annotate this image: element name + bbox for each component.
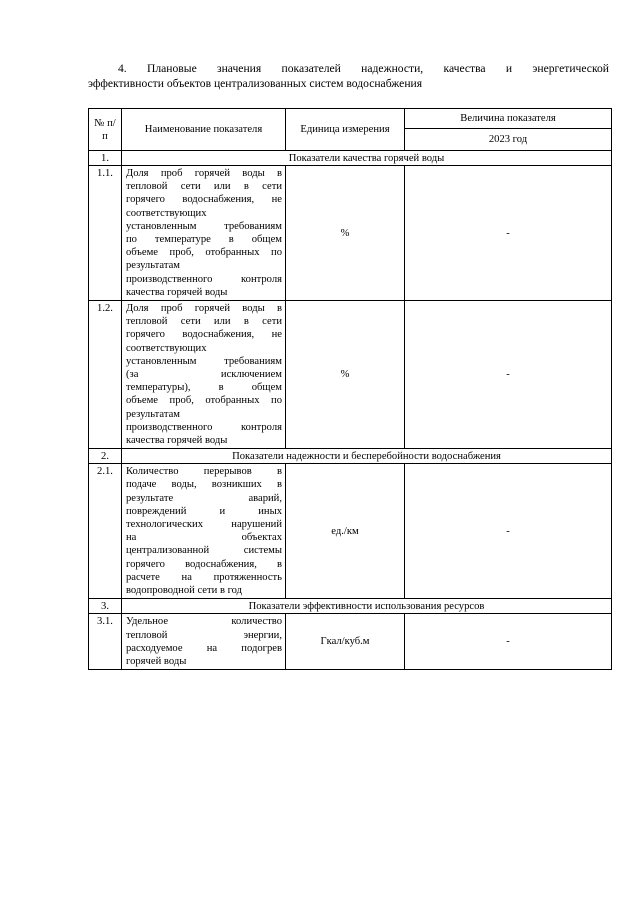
section-row — [89, 151, 612, 166]
table-row — [89, 614, 612, 670]
indicator-name — [122, 301, 286, 449]
header-num-label: № п/п — [94, 117, 116, 142]
indicator-name-line: по температуре в общем — [126, 234, 282, 246]
heading-line-1: 4. Плановые значения показателей надежности, качества и энергетической — [118, 62, 609, 75]
value-cell: - — [405, 614, 612, 670]
indicator-name-line: соответствующих — [126, 207, 207, 219]
indicator-name — [122, 166, 286, 301]
indicator-name-line: тепловой сети или в сети — [126, 181, 282, 193]
indicator-name-line: подаче воды, возникших в — [126, 479, 282, 491]
indicator-name-line: Удельное количество — [126, 616, 282, 628]
indicator-name-line: горячего водоснабжения, не — [126, 329, 282, 341]
section-number: 1. — [89, 151, 122, 166]
heading-line-2: эффективности объектов централизованных систем водоснабжения — [88, 77, 423, 90]
indicator-name-line: на объектах — [126, 532, 282, 544]
indicator-name-line: тепловой энергии, — [126, 629, 282, 641]
header-value-group: Величина показателя — [405, 109, 612, 129]
indicator-name-line: (за исключением — [126, 369, 282, 381]
section-heading — [88, 61, 609, 91]
indicator-name-line: объеме проб, отобранных по — [126, 247, 282, 259]
indicator-name-line: установленным требованиям — [126, 220, 282, 232]
row-number: 1.2. — [89, 301, 122, 449]
indicator-name-line: горячего водоснабжения, не — [126, 194, 282, 206]
indicator-name-line: установленным требованиям — [126, 355, 282, 367]
unit-cell: % — [286, 166, 405, 301]
indicator-name — [122, 464, 286, 599]
indicator-name-line: расходуемое на подогрев — [126, 642, 282, 654]
header-unit: Единица измерения — [286, 109, 405, 151]
table-row — [89, 166, 612, 301]
indicator-name-line: объеме проб, отобранных по — [126, 395, 282, 407]
row-number: 1.1. — [89, 166, 122, 301]
indicator-name-line: производственного контроля — [126, 273, 282, 285]
indicator-name-line: горячего водоснабжения, в — [126, 558, 282, 570]
header-name: Наименование показателя — [122, 109, 286, 151]
indicator-name-line: горячей воды — [126, 655, 187, 667]
value-cell: - — [405, 166, 612, 301]
indicator-name-line: водопроводной сети в год — [126, 585, 243, 597]
value-cell: - — [405, 464, 612, 599]
indicator-name-line: тепловой сети или в сети — [126, 316, 282, 328]
row-number: 2.1. — [89, 464, 122, 599]
indicator-name-line: Доля проб горячей воды в — [126, 168, 282, 179]
section-number: 3. — [89, 599, 122, 614]
table-row — [89, 464, 612, 599]
indicator-name-line: повреждений и иных — [126, 505, 282, 517]
header-num — [89, 109, 122, 151]
section-title: Показатели надежности и бесперебойности водоснабжения — [122, 449, 612, 464]
indicator-name-line: централизованной системы — [126, 545, 282, 557]
section-title: Показатели эффективности использования ресурсов — [122, 599, 612, 614]
header-year: 2023 год — [405, 129, 612, 151]
indicator-name-line: температуры), в общем — [126, 382, 282, 394]
indicator-name-line: расчете на протяженность — [126, 571, 282, 583]
indicator-name-line: Количество перерывов в — [126, 466, 282, 478]
indicator-name-line: качества горячей воды — [126, 286, 228, 298]
row-number: 3.1. — [89, 614, 122, 670]
section-row — [89, 449, 612, 464]
indicator-name-line: технологических нарушений — [126, 519, 282, 531]
indicator-name-line: качества горячей воды — [126, 435, 228, 447]
section-number: 2. — [89, 449, 122, 464]
section-title: Показатели качества горячей воды — [122, 151, 612, 166]
section-row — [89, 599, 612, 614]
value-cell: - — [405, 301, 612, 449]
indicator-name — [122, 614, 286, 670]
indicator-name-line: производственного контроля — [126, 421, 282, 433]
indicator-name-line: результатам — [126, 408, 180, 420]
table-row — [89, 301, 612, 449]
indicator-name-line: Доля проб горячей воды в — [126, 303, 282, 315]
unit-cell: % — [286, 301, 405, 449]
indicators-table — [88, 108, 612, 670]
unit-cell: ед./км — [286, 464, 405, 599]
indicator-name-line: результатам — [126, 260, 180, 272]
indicator-name-line: результате аварий, — [126, 492, 282, 504]
indicator-name-line: соответствующих — [126, 342, 207, 354]
unit-cell: Гкал/куб.м — [286, 614, 405, 670]
